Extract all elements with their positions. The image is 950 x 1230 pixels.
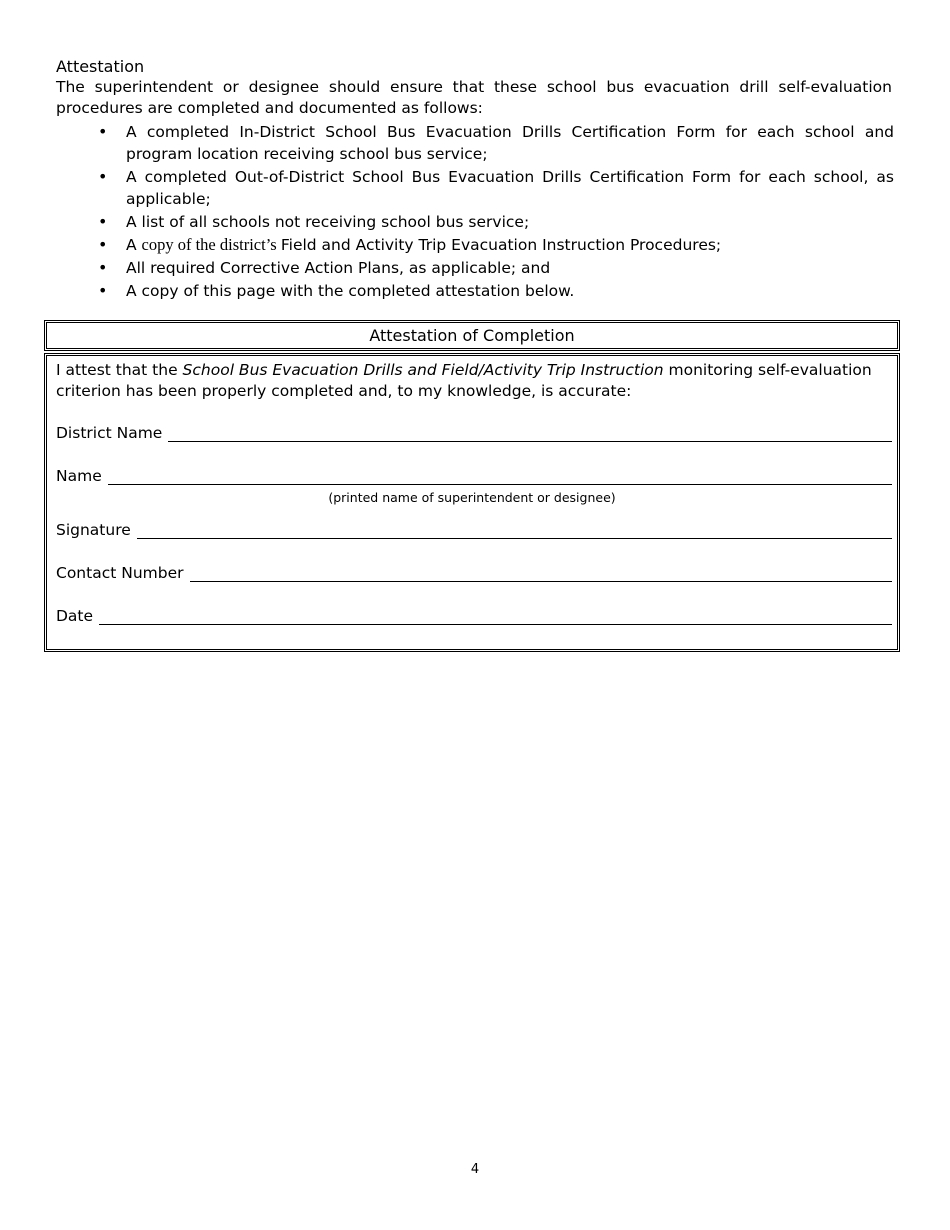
list-item-text: A list of all schools not receiving school bus service;	[126, 213, 530, 231]
signature-label: Signature	[56, 521, 131, 539]
bullet-icon: •	[98, 212, 108, 231]
list-item	[56, 234, 894, 256]
list-item-text: A copy of this page with the completed attestation below.	[126, 282, 575, 300]
bullet-icon: •	[98, 235, 108, 254]
date-field[interactable]	[56, 605, 892, 627]
attestation-title: Attestation of Completion	[369, 326, 575, 345]
contact-number-label: Contact Number	[56, 564, 184, 582]
name-label: Name	[56, 467, 102, 485]
attestation-title-box	[44, 320, 900, 351]
bullet-icon: •	[98, 167, 108, 186]
list-item	[56, 257, 894, 279]
list-item	[56, 121, 894, 165]
section-heading: Attestation	[56, 57, 145, 76]
attestation-form-box	[44, 353, 900, 652]
page-number: 4	[470, 1162, 480, 1177]
signature-field[interactable]	[56, 519, 892, 541]
list-item-text: All required Corrective Action Plans, as applicable; and	[126, 259, 551, 277]
contact-number-line[interactable]	[190, 580, 893, 582]
list-item-text: A completed Out-of-District School Bus Evacuation Drills Certification Form for each school, as applicable;	[126, 168, 894, 208]
list-item-text: A completed In-District School Bus Evacuation Drills Certification Form for each school and program location receiving school bus service;	[126, 123, 894, 163]
requirements-list	[56, 121, 894, 303]
contact-number-field[interactable]	[56, 562, 892, 584]
list-item-prefix: A	[126, 236, 142, 254]
list-item-suffix: Field and Activity Trip Evacuation Instruction Procedures;	[280, 236, 722, 254]
list-item-serif-text: copy of the district’s	[141, 235, 281, 254]
attestation-text-italic: School Bus Evacuation Drills and Field/Activity Trip Instruction	[182, 361, 664, 379]
name-field[interactable]	[56, 465, 892, 487]
district-name-line[interactable]	[168, 440, 892, 442]
name-line[interactable]	[108, 483, 892, 485]
intro-paragraph: The superintendent or designee should ensure that these school bus evacuation drill self-evaluation procedures are completed and documented as follows:	[56, 78, 892, 117]
signature-line[interactable]	[137, 537, 892, 539]
district-name-field[interactable]	[56, 422, 892, 444]
list-item	[56, 166, 894, 210]
attestation-text-before: I attest that the	[56, 361, 183, 379]
bullet-icon: •	[98, 258, 108, 277]
list-item	[56, 211, 894, 233]
list-item	[56, 280, 894, 302]
attestation-statement	[56, 360, 876, 402]
attestation-text-after: monitoring self-evaluation criterion has been properly completed and, to my knowledge, is accurate:	[56, 361, 872, 400]
district-name-label: District Name	[56, 424, 163, 442]
date-label: Date	[56, 607, 94, 625]
name-hint: (printed name of superintendent or designee)	[328, 490, 616, 505]
bullet-icon: •	[98, 281, 108, 300]
date-line[interactable]	[99, 623, 892, 625]
bullet-icon: •	[98, 122, 108, 141]
